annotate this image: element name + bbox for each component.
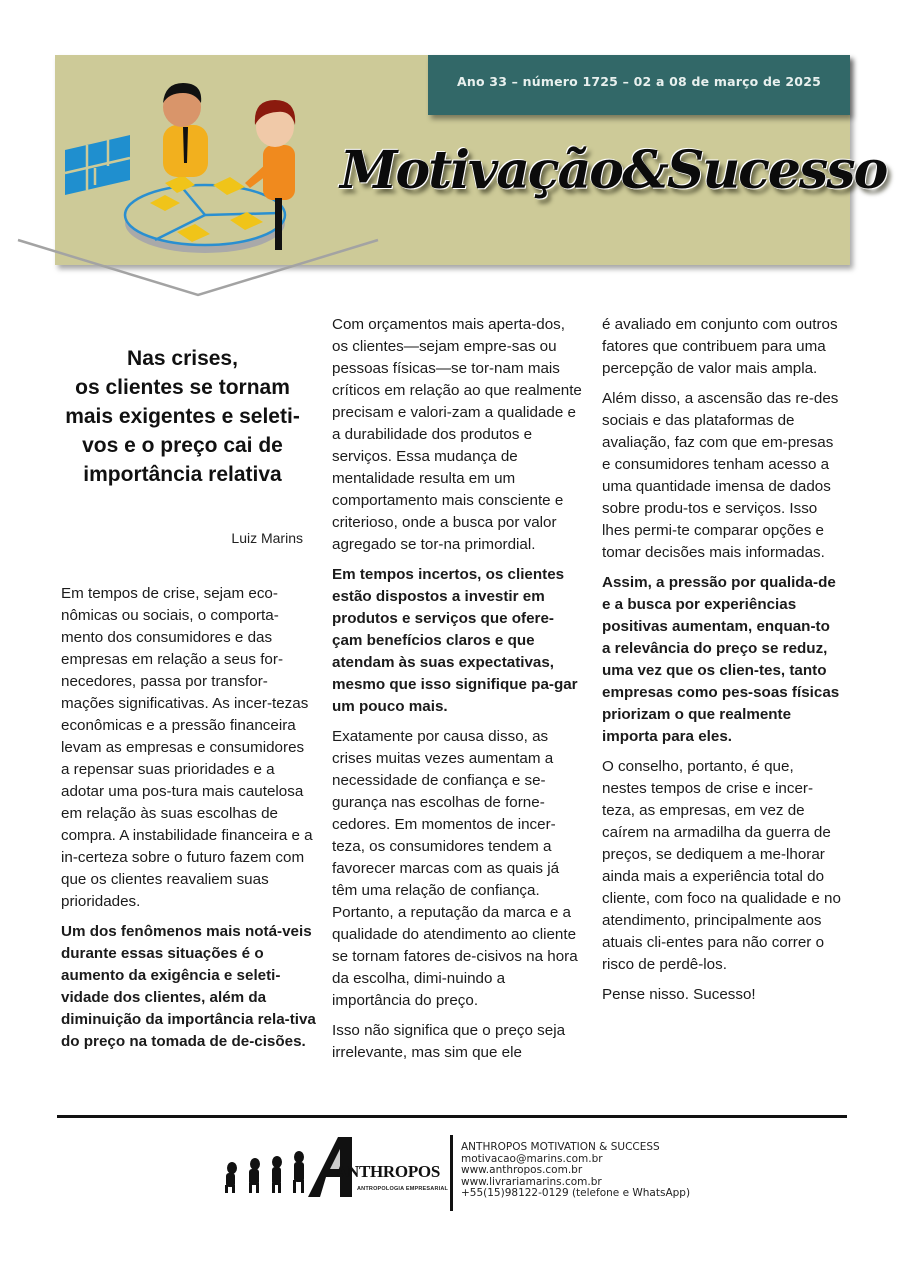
footer-divider: [57, 1115, 847, 1118]
contact-phone: +55(15)98122-0129 (telefone e WhatsApp): [461, 1187, 691, 1199]
chevron-decoration: [0, 230, 400, 310]
headline-line: importância relativa: [83, 463, 282, 486]
article-author: Luiz Marins: [231, 530, 303, 546]
paragraph-bold: Em tempos incertos, os clientes estão dispostos a investir em produtos e serviços que ofere-çam benefícios claros e que atendam às suas expectativas, mesmo que isso signifique pa-gar um pouco mais.: [332, 566, 578, 715]
paragraph: O conselho, portanto, é que, nestes tempos de crise e incer-teza, as empresas, em vez de caírem na armadilha da guerra de preços, se dediquem a me-lhorar ainda mais a experiência total do cliente, com foco na qualidade e no atendimento, principalmente aos atuais cli-entes para não correr o risco de perdê-los.: [602, 758, 841, 973]
paragraph: Em tempos de crise, sejam eco-nômicas ou sociais, o comporta-mento dos consumidores e das empresas em relação a seus for-necedores, passa por transfor-mações significativas. As incer-tezas econômicas e a pressão financeira levam as empresas e consumidores a repensar suas prioridades e a adotar uma pos-tura mais cautelosa em relação às suas escolhas de compra. A instabilidade financeira e a in-certeza sobre o futuro fazem com que os clientes reavaliem suas prioridades.: [61, 585, 313, 910]
paragraph: Pense nisso. Sucesso!: [602, 986, 756, 1003]
issue-line: Ano 33 – número 1725 – 02 a 08 de março de 2025: [456, 74, 821, 89]
logo-name: ANTHROPOS: [335, 1162, 440, 1181]
headline-line: vos e o preço cai de: [82, 434, 283, 457]
contact-bookstore-link[interactable]: www.livrariamarins.com.br: [461, 1175, 602, 1188]
paragraph: Com orçamentos mais aperta-dos, os clientes—sejam empre-sas ou pessoas físicas—se tor-nam mais críticos em relação ao que realmente precisam e valori-zam a qualidade e a durabilidade dos produtos e serviços. Essa mudança de mentalidade resulta em um comportamento mais consciente e criterioso, onde a busca por valor agregado se tor-na primordial.: [332, 316, 582, 553]
paragraph: Exatamente por causa disso, as crises muitas vezes aumentam a necessidade de confiança e se-gurança nas escolhas de forne-cedores. Em momentos de incer-teza, os consumidores tendem a favorecer marcas com as quais já têm uma relação de confiança. Portanto, a reputação da marca e a qualidade do atendimento ao cliente se tornam fatores de-cisivos na hora da escolha, dimi-nuindo a importância do preço.: [332, 728, 578, 1009]
contact-company: ANTHROPOS MOTIVATION & SUCCESS: [461, 1141, 660, 1153]
contact-website-link[interactable]: www.anthropos.com.br: [461, 1164, 583, 1176]
masthead-title: Motivação&Sucesso: [340, 140, 887, 201]
article-column-1: [61, 583, 316, 1061]
article-column-3: [602, 314, 842, 1014]
paragraph: é avaliado em conjunto com outros fatores que contribuem para uma percepção de valor mais ampla.: [602, 316, 838, 377]
issue-info-box: [428, 55, 850, 115]
headline-line: mais exigentes e seleti-: [65, 405, 300, 428]
logo-subtitle: ANTROPOLOGIA EMPRESARIAL: [357, 1186, 449, 1192]
paragraph-bold: Assim, a pressão por qualida-de e a busca por experiências positivas aumentam, enquan-to a relevância do preço se reduz, uma vez que os clien-tes, tanto empresas como pes-soas físicas priorizam o que realmente importa para eles.: [602, 574, 840, 745]
paragraph: Isso não significa que o preço seja irrelevante, mas sim que ele: [332, 1022, 566, 1061]
headline-line: Nas crises,: [127, 347, 238, 370]
paragraph: Além disso, a ascensão das re-des sociais e das plataformas de avaliação, faz com que em-presas e consumidores tenham acesso a uma quantidade imensa de dados sobre produ-tos e serviços. Isso lhes permi-te comparar opções e tomar decisões mais informadas.: [602, 390, 839, 561]
article-column-2: [332, 314, 582, 1072]
footer-vertical-divider: [450, 1135, 453, 1211]
contact-block: [461, 1142, 690, 1200]
contact-email-link[interactable]: motivacao@marins.com.br: [461, 1152, 603, 1165]
article-headline: [60, 344, 305, 489]
paragraph-bold: Um dos fenômenos mais notá-veis durante essas situações é o aumento da exigência e seleti-vidade dos clientes, além da diminuição da importância rela-tiva do preço na tomada de de-cisões.: [61, 923, 316, 1050]
headline-line: os clientes se tornam: [75, 376, 290, 399]
